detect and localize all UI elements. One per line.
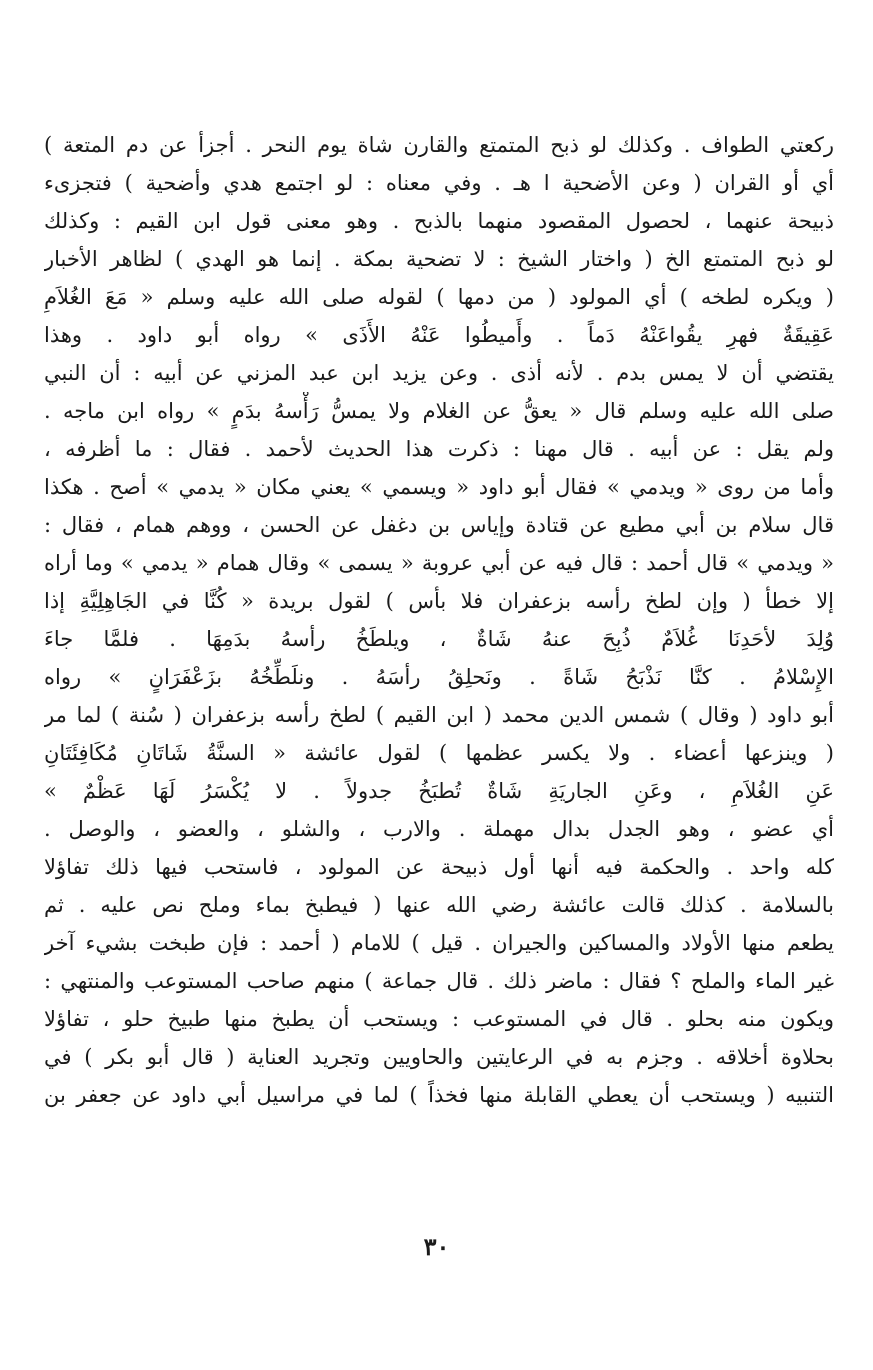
text-line: أي أو القران ( وعن الأضحية ا هـ . وفي معناه : لو اجتمع هدي وأضحية ) فتجزىء — [44, 171, 834, 195]
text-line: الإِسْلامُ . كنَّا نَذْبَحُ شَاةً . ونَحلِقُ رأسَهُ . ونلَطِّخُهُ بزَعْفَرَانٍ » رواه — [44, 665, 834, 689]
text-line: ولم يقل : عن أبيه . قال مهنا : ذكرت هذا الحديث لأحمد . فقال : ما أظرفه ، — [44, 437, 834, 461]
text-line: ويكون منه بحلو . قال في المستوعب : ويستحب أن يطبخ منها طبيخ حلو ، تفاؤلا — [44, 1007, 834, 1031]
text-line: لو ذبح المتمتع الخ ( واختار الشيخ : لا تضحية بمكة . إنما هو الهدي ) لظاهر الأخبار — [44, 247, 834, 271]
text-line: وأما من روى « ويدمي » فقال أبو داود « ويسمي » يعني مكان « يدمي » أصح . هكذا — [44, 475, 834, 499]
text-line: أي عضو ، وهو الجدل بدال مهملة . والارب ، والشلو ، والعضو ، والوصل . — [44, 817, 834, 841]
text-line: ذبيحة عنهما ، لحصول المقصود منهما بالذبح . وهو معنى قول ابن القيم : وكذلك — [44, 209, 834, 233]
text-line: عَقِيقَةٌ فهرِ يقُواعَنْهُ دَماً . وأَميطُوا عَنْهُ الأَذَى » رواه أبو داود . وهذا — [44, 323, 834, 347]
text-line: بالسلامة . كذلك قالت عائشة رضي الله عنها ( فيطبخ بماء وملح نص عليه . ثم — [44, 893, 834, 917]
page-number: ٣٠ — [423, 1232, 450, 1261]
text-line: ( ويكره لطخه ) أي المولود ( من دمها ) لقوله صلى الله عليه وسلم « مَعَ الغُلاَمِ — [44, 285, 834, 309]
text-line: غير الماء والملح ؟ فقال : ماضر ذلك . قال جماعة ) منهم صاحب المستوعب والمنتهي : — [44, 969, 834, 993]
text-line: أبو داود ( وقال ) شمس الدين محمد ( ابن القيم ) لطخ رأسه بزعفران ( سُنة ) لما مر — [44, 703, 834, 727]
text-line: كله واحد . والحكمة فيه أنها أول ذبيحة عن المولود ، فاستحب فيها ذلك تفاؤلا — [44, 855, 834, 879]
text-line: عَنِ الغُلاَمِ ، وعَنِ الجاريَةِ شَاةٌ تُطبَخُ جدولاً . لا يُكْسَرُ لَهَا عَظْمٌ » — [44, 779, 834, 803]
text-line: ركعتي الطواف . وكذلك لو ذبح المتمتع والقارن شاة يوم النحر . أجزأ عن دم المتعة ) — [44, 133, 834, 157]
text-line: إلا خطأ ( وإن لطخ رأسه بزعفران فلا بأس ) لقول بريدة « كُنَّا في الجَاهِلِيَّةِ إذا — [44, 589, 834, 613]
text-line: ( وينزعها أعضاء . ولا يكسر عظمها ) لقول عائشة « السنَّةُ شَاتَانِ مُكَافِئَتَانِ — [44, 741, 834, 765]
text-line: وُلِدَ لأحَدِنَا غُلاَمٌ ذُبِحَ عنهُ شَاةٌ ، ويلطَخُ رأسهُ بدَمِهَا . فلمَّا جاءَ — [44, 627, 834, 651]
text-line: بحلاوة أخلاقه . وجزم به في الرعايتين والحاويين وتجريد العناية ( قال أبو بكر ) في — [44, 1045, 834, 1069]
body-text — [44, 126, 834, 1114]
text-line: يطعم منها الأولاد والمساكين والجيران . قيل ) للامام ( أحمد : فإن طبخت بشيء آخر — [44, 931, 834, 955]
text-line: التنبيه ( ويستحب أن يعطي القابلة منها فخذاً ) لما في مراسيل أبي داود عن جعفر بن — [44, 1083, 834, 1107]
text-line: صلى الله عليه وسلم قال « يعقُّ عن الغلام ولا يمسُّ رَأْسهُ بدَمٍ » رواه ابن ماجه . — [44, 399, 834, 423]
text-line: قال سلام بن أبي مطيع عن قتادة وإياس بن دغفل عن الحسن ، ووهم همام ، فقال : — [44, 513, 834, 537]
text-line: يقتضي أن لا يمس بدم . لأنه أذى . وعن يزيد ابن عبد المزني عن أبيه : أن النبي — [44, 361, 834, 385]
text-line: « ويدمي » قال أحمد : قال فيه عن أبي عروبة « يسمى » وقال همام « يدمي » وما أراه — [44, 551, 834, 575]
